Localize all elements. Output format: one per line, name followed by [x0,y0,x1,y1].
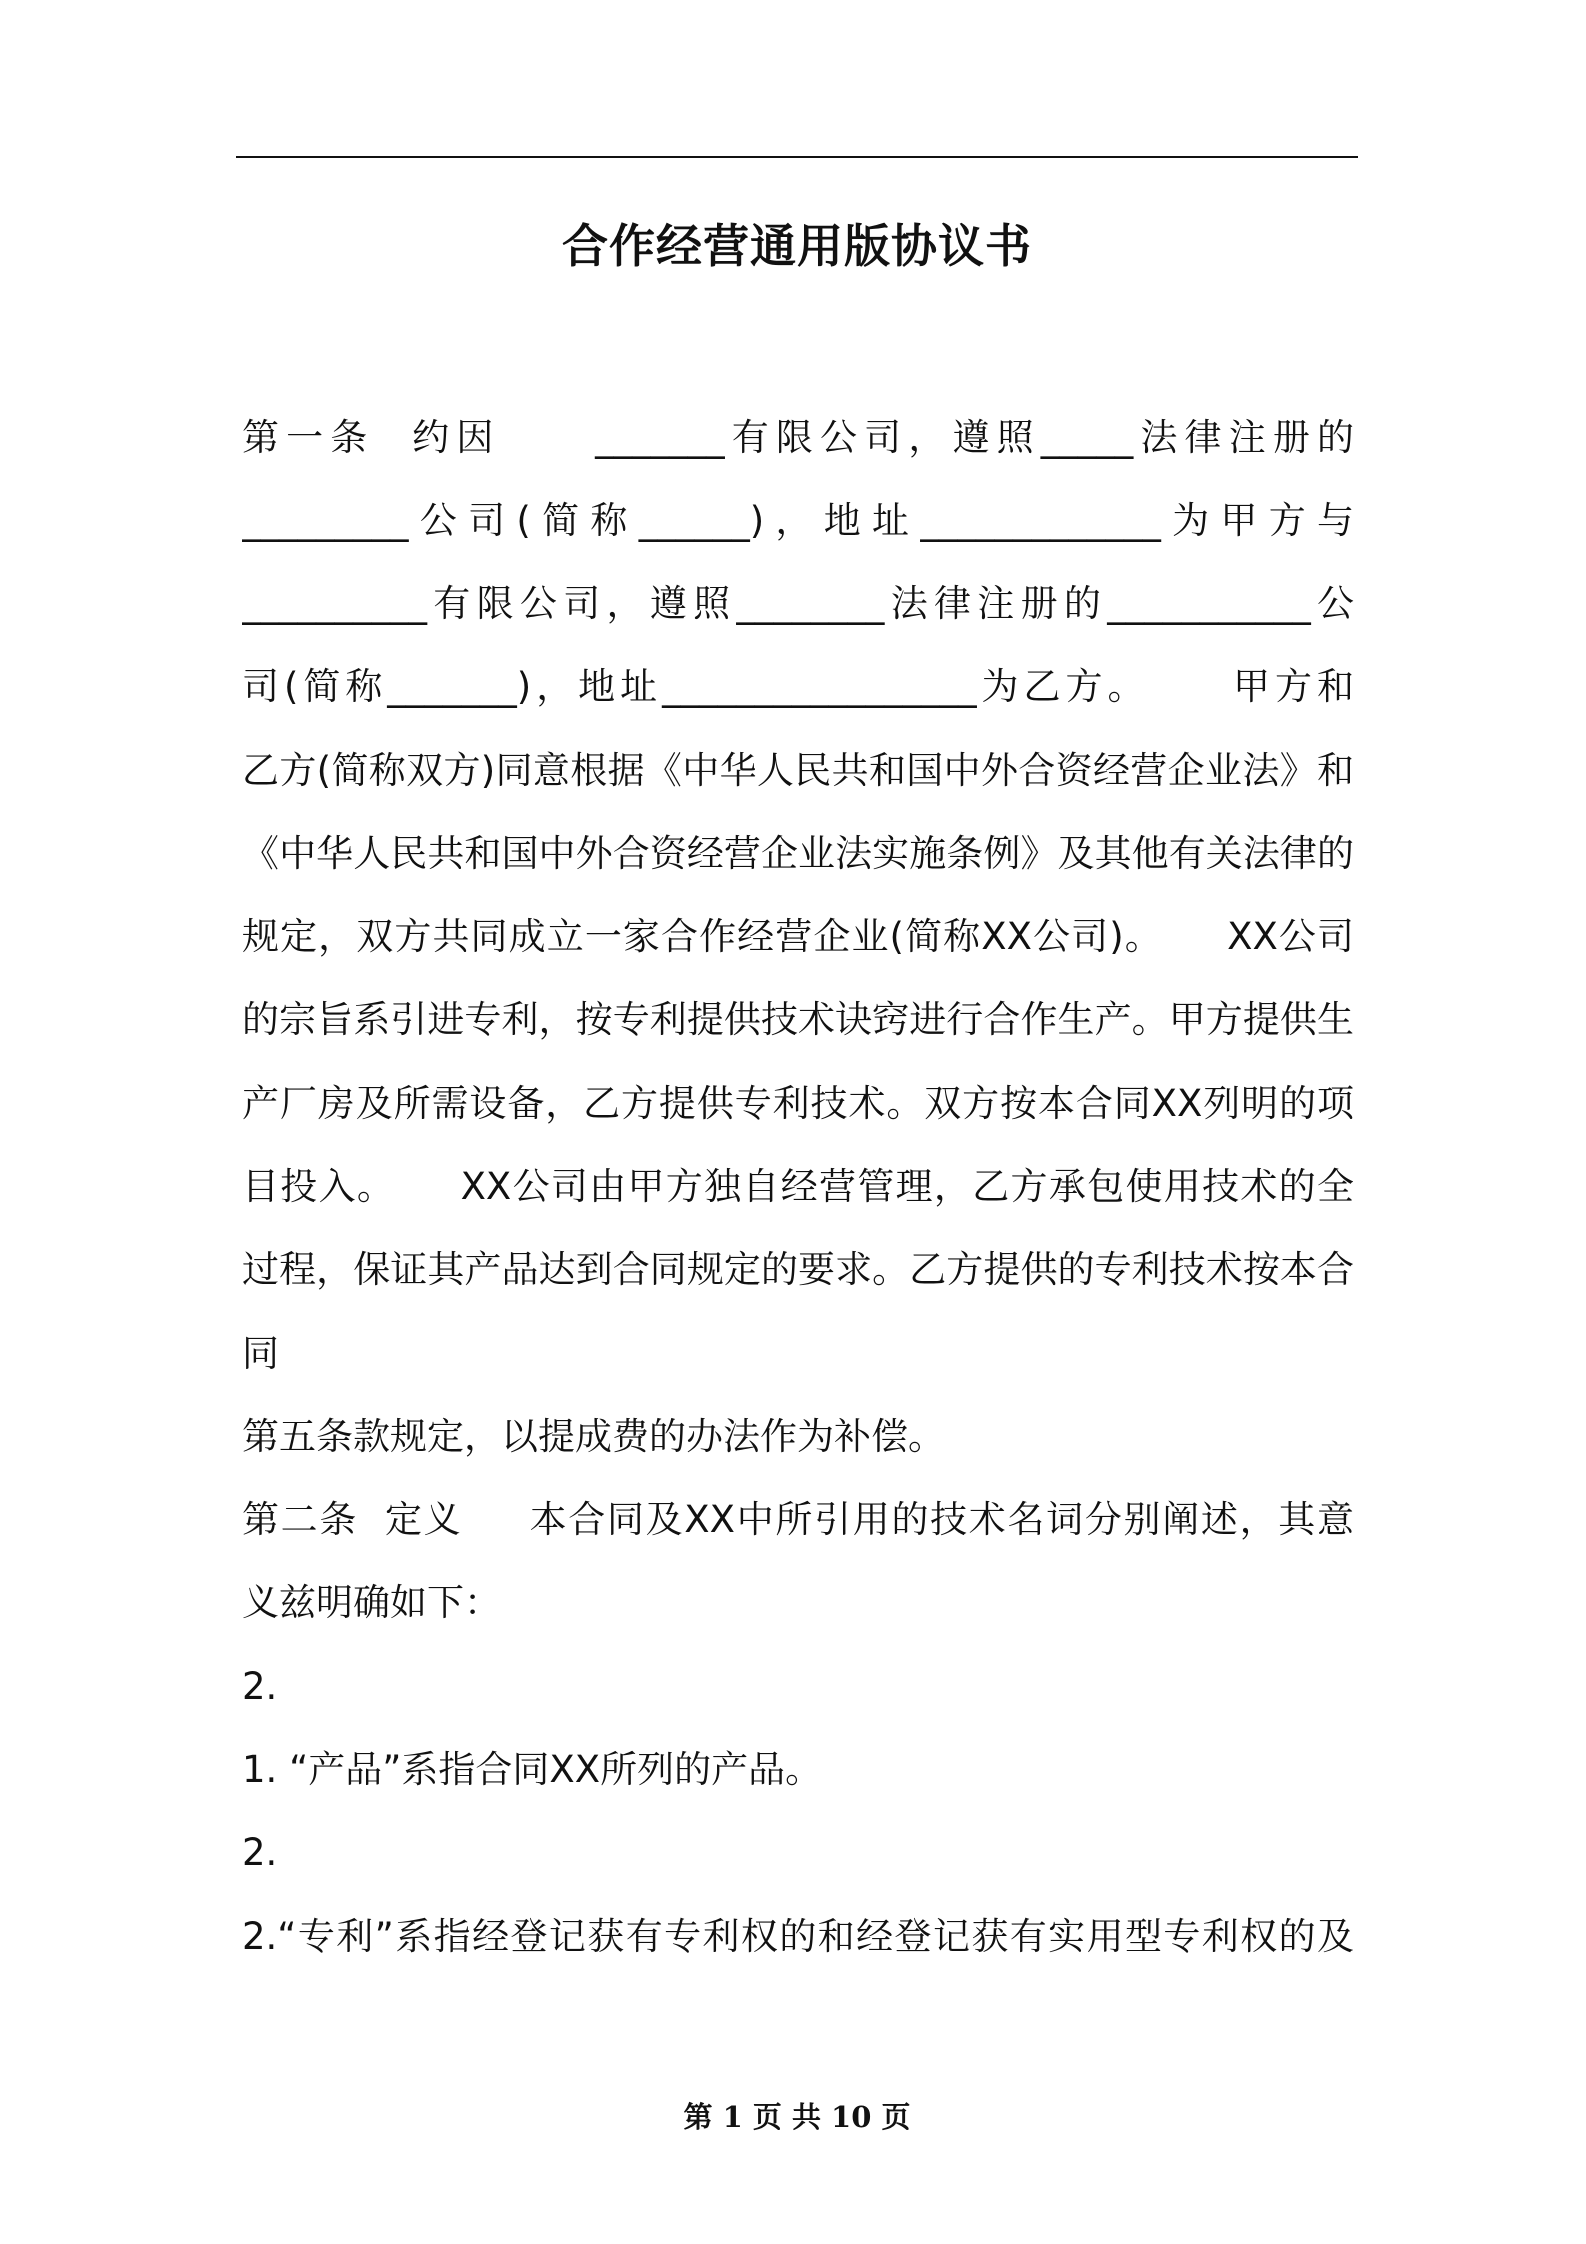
body-line-9: 产厂房及所需设备，乙方提供专利技术。双方按本合同XX列明的项 [242,1082,1354,1125]
header-rule [236,156,1358,158]
body-line-1: 第一条 约因 _______有限公司，遵照_____法律注册的 [242,416,1354,459]
body-line-13: 第五条款规定，以提成费的办法作为补偿。 [242,1415,945,1458]
body-line-7: 规定，双方共同成立一家合作经营企业(简称XX公司)。 XX公司 [242,915,1354,958]
body-line-11: 过程，保证其产品达到合同规定的要求。乙方提供的专利技术按本合 [242,1248,1354,1291]
body-line-2: _________公司(简称______)，地址_____________为甲方与 [242,499,1354,542]
article-2-heading-line: 第二条 定义 本合同及XX中所引用的技术名词分别阐述，其意 [242,1498,1354,1541]
section-number: 2. [242,1665,278,1708]
definition-item-2: 2.“专利”系指经登记获有专利权的和经登记获有实用型专利权的及 [242,1915,1354,1958]
body-line-15: 义兹明确如下： [242,1581,501,1624]
document-title: 合作经营通用版协议书 [562,219,1032,273]
body-line-8: 的宗旨系引进专利，按专利提供技术诀窍进行合作生产。甲方提供生 [242,998,1354,1041]
section-number: 2. [242,1831,278,1874]
body-line-6: 《中华人民共和国中外合资经营企业法实施条例》及其他有关法律的 [242,832,1354,875]
page-number-footer: 第 1 页 共 10 页 [683,2100,911,2134]
body-line-12: 同 [242,1332,279,1375]
body-line-10: 目投入。 XX公司由甲方独自经营管理，乙方承包使用技术的全 [242,1165,1354,1208]
definition-item-1: 1. “产品”系指合同XX所列的产品。 [242,1748,823,1791]
body-line-4: 司(简称_______)，地址_________________为乙方。 甲方和 [242,665,1354,708]
body-line-3: __________有限公司，遵照________法律注册的___________公 [242,582,1354,625]
body-line-5: 乙方(简称双方)同意根据《中华人民共和国中外合资经营企业法》和 [242,749,1354,792]
